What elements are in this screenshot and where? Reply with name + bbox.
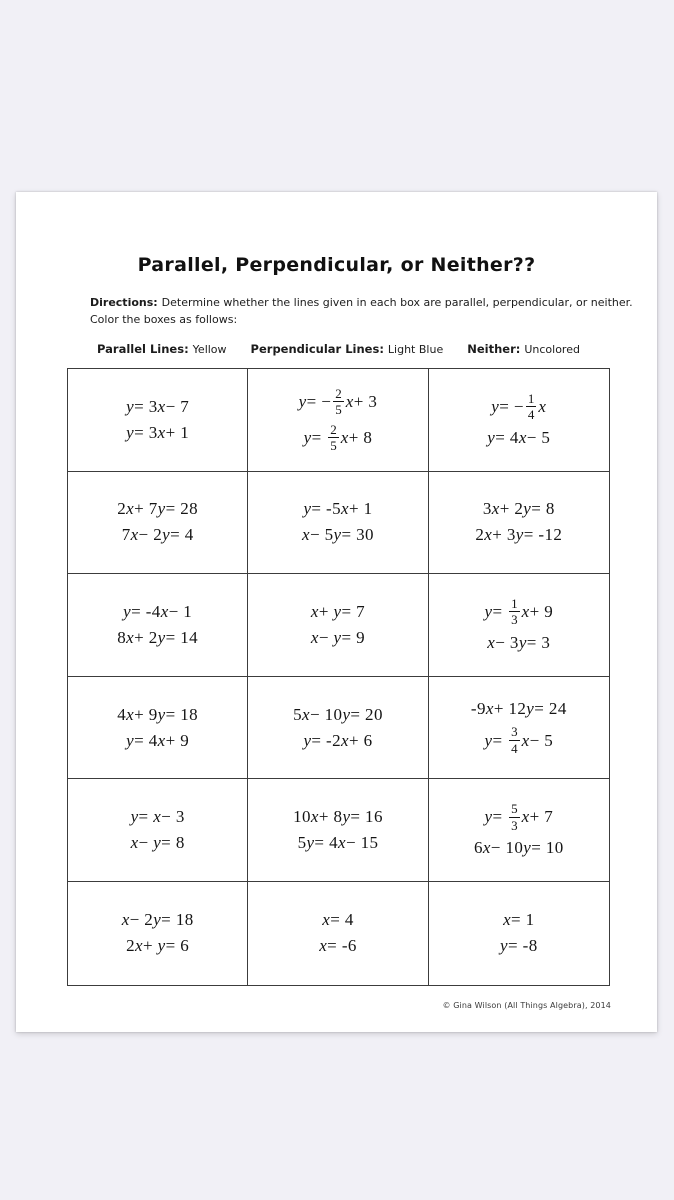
grid-cell-r2c1: [68, 472, 248, 575]
grid-cell-r3c2: [248, 574, 428, 677]
equation-line: y = $\frac{2}{5}$ x + 8: [303, 421, 373, 454]
grid-cell-r3c1: [68, 574, 248, 677]
color-key: [67, 342, 610, 356]
grid-cell-r4c3: [429, 677, 609, 780]
directions-text: Determine whether the lines given in each box are parallel, perpendicular, or neither. Color the boxes as follows:: [90, 296, 633, 327]
grid-cell-r2c2: [248, 472, 428, 575]
equation-line: y = $\frac{1}{3}$ x + 9: [484, 595, 554, 628]
grid-cell-r5c1: [68, 779, 248, 882]
equation-line: x = -6: [319, 936, 357, 956]
copyright: © Gina Wilson (All Things Algebra), 2014: [442, 1001, 611, 1010]
equation-line: 7 x − 2 y = 4: [121, 525, 194, 545]
equation-line: y = 3 x + 1: [126, 422, 190, 442]
equation-line: y = $\frac{3}{4}$ x − 5: [484, 724, 554, 757]
equation-line: y = -5 x + 1: [303, 499, 373, 519]
grid-cell-r6c3: [429, 882, 609, 985]
equation-line: x − 3 y = 3: [487, 633, 551, 653]
equation-line: y = x − 3: [130, 807, 185, 827]
grid-cell-r6c1: [68, 882, 248, 985]
grid-cell-r4c1: [68, 677, 248, 780]
equation-line: y = 4 x + 9: [126, 730, 190, 750]
key-neither-label: Neither:: [467, 342, 521, 356]
grid-cell-r1c1: [68, 369, 248, 472]
equation-line: 3 x + 2 y = 8: [482, 499, 555, 519]
equation-line: y = − $\frac{1}{4}$ x: [491, 390, 547, 423]
equation-line: 5 x − 10 y = 20: [293, 704, 383, 724]
equation-line: x − 5 y = 30: [302, 525, 374, 545]
equation-line: y = -8: [500, 936, 538, 956]
equation-line: 2 x + 3 y = -12: [475, 525, 563, 545]
equation-line: y = $\frac{5}{3}$ x + 7: [484, 801, 554, 833]
equation-line: x + y = 7: [310, 601, 366, 621]
fraction: $\frac{3}{4}$: [511, 724, 518, 757]
equation-line: y = -4 x − 1: [123, 601, 193, 621]
directions: [90, 294, 650, 328]
equation-line: x − y = 9: [310, 627, 366, 647]
worksheet-title: Parallel, Perpendicular, or Neither??: [137, 254, 536, 276]
equation-line: x − 2 y = 18: [121, 910, 194, 930]
equation-line: y = − $\frac{2}{5}$ x + 3: [298, 385, 378, 418]
key-neither-value: Uncolored: [524, 343, 580, 356]
fraction: $\frac{5}{3}$: [511, 801, 518, 833]
equation-line: 2 x + 7 y = 28: [117, 499, 199, 519]
equation-line: 2 x + y = 6: [126, 936, 190, 956]
fraction: $\frac{1}{4}$: [527, 390, 535, 423]
fraction: $\frac{2}{5}$: [330, 421, 337, 454]
equation-line: y = 4 x − 5: [487, 427, 551, 447]
grid-cell-r1c3: [429, 369, 609, 472]
equation-line: x = 1: [503, 910, 535, 930]
key-perpendicular: [251, 342, 444, 356]
key-parallel-label: Parallel Lines:: [97, 342, 189, 356]
equation-line: x = 4: [322, 910, 354, 930]
equation-line: -9 x + 12 y = 24: [470, 699, 567, 719]
key-parallel-value: Yellow: [192, 343, 227, 356]
equation-line: y = 3 x − 7: [126, 396, 190, 416]
grid-cell-r3c3: [429, 574, 609, 677]
equation-line: 8 x + 2 y = 14: [117, 627, 199, 647]
equation-line: x − y = 8: [130, 833, 185, 853]
directions-label: Directions:: [90, 296, 158, 309]
grid-cell-r4c2: [248, 677, 428, 780]
grid-cell-r5c3: [429, 779, 609, 882]
equation-line: 5 y = 4 x − 15: [297, 833, 379, 853]
equation-line: 4 x + 9 y = 18: [117, 704, 199, 724]
key-parallel: [97, 342, 227, 356]
equations-grid: [67, 368, 610, 986]
grid-cell-r2c3: [429, 472, 609, 575]
equation-line: 6 x − 10 y = 10: [473, 838, 564, 858]
grid-cell-r1c2: [248, 369, 428, 472]
equation-line: y = -2 x + 6: [303, 730, 373, 750]
key-neither: [467, 342, 580, 356]
key-perpendicular-value: Light Blue: [387, 343, 444, 356]
grid-cell-r5c2: [248, 779, 428, 882]
grid-cell-r6c2: [248, 882, 428, 985]
key-perpendicular-label: Perpendicular Lines:: [250, 342, 384, 356]
fraction: $\frac{1}{3}$: [511, 595, 518, 628]
worksheet-page: [16, 192, 657, 1032]
equation-line: 10 x + 8 y = 16: [293, 807, 383, 827]
fraction: $\frac{2}{5}$: [335, 385, 342, 418]
